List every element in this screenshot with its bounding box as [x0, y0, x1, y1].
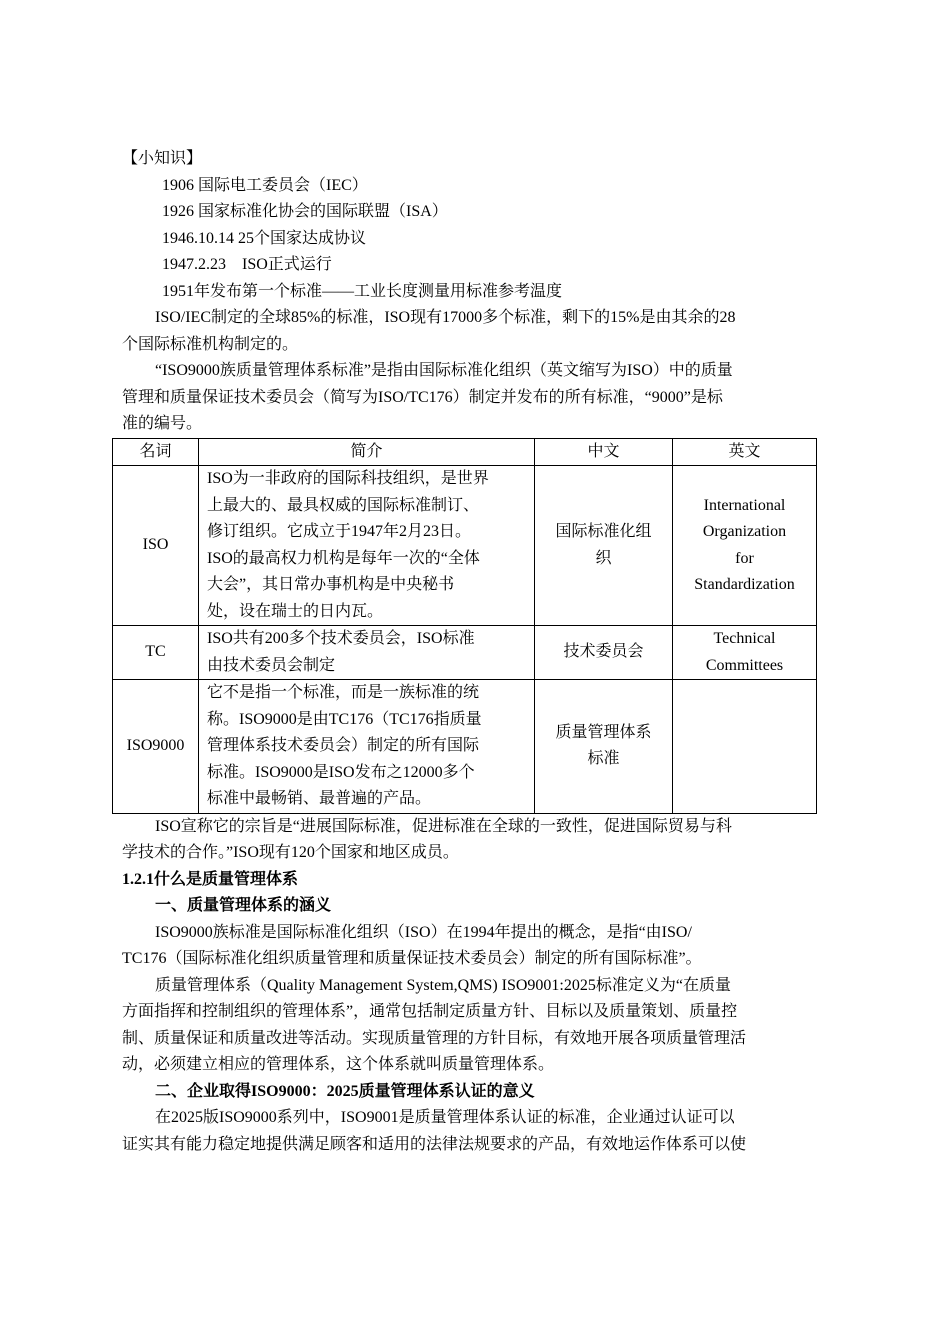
timeline-item: 1951年发布第一个标准——工业长度测量用标准参考温度 [162, 282, 563, 300]
table-row [113, 626, 817, 680]
intro-line: 由技术委员会制定 [207, 656, 336, 674]
cell-term: ISO9000 [113, 680, 199, 814]
cell-chinese [535, 680, 673, 814]
intro-line: 称。ISO9000是由TC176（TC176指质量 [207, 710, 482, 728]
header-english: 英文 [673, 438, 817, 466]
cell-chinese [535, 466, 673, 626]
chinese-line: 质量管理体系 [555, 723, 652, 741]
paragraph-line: 个国际标准机构制定的。 [122, 335, 299, 353]
english-line: International [703, 496, 786, 514]
table-row [113, 466, 817, 626]
timeline-item: 1947.2.23 ISO正式运行 [162, 256, 332, 273]
timeline-item: 1926 国家标准化协会的国际联盟（ISA） [162, 203, 448, 220]
cell-english [673, 626, 817, 680]
paragraph-qms-definition [122, 973, 829, 1079]
cell-term: TC [113, 626, 199, 680]
intro-line: ISO为一非政府的国际科技组织，是世界 [207, 470, 489, 487]
header-chinese: 中文 [535, 438, 673, 466]
intro-line: 处，设在瑞士的日内瓦。 [207, 602, 384, 620]
paragraph-iso9000-concept [122, 920, 829, 973]
document-content [122, 146, 829, 1158]
intro-line: 它不是指一个标准，而是一族标准的统 [207, 684, 480, 701]
paragraph-iso-purpose [122, 814, 829, 867]
cell-intro [199, 626, 535, 680]
paragraph-line: 证实其有能力稳定地提供满足顾客和适用的法律法规要求的产品，有效地运作体系可以使 [122, 1135, 747, 1153]
tip-heading: 【小知识】 [122, 150, 203, 167]
intro-line: ISO共有200多个技术委员会，ISO标准 [207, 630, 475, 647]
cell-intro [199, 680, 535, 814]
paragraph-line: “ISO9000族质量管理体系标准”是指由国际标准化组织（英文缩写为ISO）中的质量 [155, 362, 733, 379]
paragraph-line: 动，必须建立相应的管理体系，这个体系就叫质量管理体系。 [122, 1056, 555, 1073]
paragraph-line: ISO9000族标准是国际标准化组织（ISO）在1994年提出的概念，是指“由ISO/ [155, 923, 692, 941]
paragraph-certification [122, 1105, 829, 1158]
cell-english [673, 680, 817, 814]
english-line: Standardization [694, 576, 795, 593]
intro-line: 标准中最畅销、最普遍的产品。 [207, 790, 432, 807]
intro-line: 大会”，其日常办事机构是中央秘书 [207, 576, 455, 593]
cell-term: ISO [113, 466, 199, 626]
paragraph-line: 管理和质量保证技术委员会（简写为ISO/TC176）制定并发布的所有标准，“9000”是标 [122, 388, 723, 406]
paragraph-line: 在2025版ISO9000系列中，ISO9001是质量管理体系认证的标准，企业通过认证可以 [155, 1109, 735, 1126]
english-line: Organization [702, 523, 787, 540]
chinese-line: 国际标准化组 [555, 523, 652, 540]
chinese-line: 技术委员会 [563, 643, 644, 661]
english-line: Committees [705, 656, 784, 674]
paragraph-line: 方面指挥和控制组织的管理体系”，通常包括制定质量方针、目标以及质量策划、质量控 [122, 1003, 738, 1020]
subsection-title-2: 二、企业取得ISO9000：2025质量管理体系认证的意义 [155, 1082, 535, 1100]
intro-line: 修订组织。它成立于1947年2月23日。 [207, 523, 472, 540]
english-line: Technical [713, 630, 776, 647]
section-title: 1.2.1什么是质量管理体系 [122, 870, 299, 888]
paragraph-line: 质量管理体系（Quality Management System,QMS) ISO9001:2025标准定义为“在质量 [155, 976, 731, 994]
paragraph-line: 制、质量保证和质量改进等活动。实现质量管理的方针目标，有效地开展各项质量管理活 [122, 1029, 747, 1047]
timeline-item: 1906 国际电工委员会（IEC） [162, 176, 368, 194]
timeline [122, 173, 829, 306]
chinese-line: 标准 [587, 750, 620, 768]
paragraph-iso-iec [122, 305, 829, 358]
paragraph-line: 准的编号。 [122, 415, 203, 432]
chinese-line: 织 [595, 549, 612, 567]
terms-table [112, 438, 817, 814]
intro-line: 管理体系技术委员会）制定的所有国际 [207, 737, 480, 754]
header-term: 名词 [113, 438, 199, 466]
english-line: for [735, 549, 754, 567]
paragraph-line: ISO宣称它的宗旨是“进展国际标准，促进标准在全球的一致性，促进国际贸易与科 [155, 817, 732, 835]
intro-line: 标准。ISO9000是ISO发布之12000多个 [207, 763, 475, 781]
cell-chinese [535, 626, 673, 680]
paragraph-line: ISO/IEC制定的全球85%的标准，ISO现有17000多个标准，剩下的15%是由其余的28 [155, 309, 736, 326]
header-intro: 简介 [199, 438, 535, 466]
paragraph-line: 学技术的合作。”ISO现有120个国家和地区成员。 [122, 844, 459, 861]
paragraph-line: TC176（国际标准化组织质量管理和质量保证技术委员会）制定的所有国际标准”。 [122, 950, 702, 967]
table-header-row [113, 438, 817, 466]
table-row [113, 680, 817, 814]
intro-line: ISO的最高权力机构是每年一次的“全体 [207, 549, 480, 567]
subsection-title-1: 一、质量管理体系的涵义 [155, 897, 332, 914]
intro-line: 上最大的、最具权威的国际标准制订、 [207, 496, 480, 514]
timeline-item: 1946.10.14 25个国家达成协议 [162, 229, 367, 247]
paragraph-iso9000-definition [122, 358, 829, 438]
cell-intro [199, 466, 535, 626]
cell-english [673, 466, 817, 626]
